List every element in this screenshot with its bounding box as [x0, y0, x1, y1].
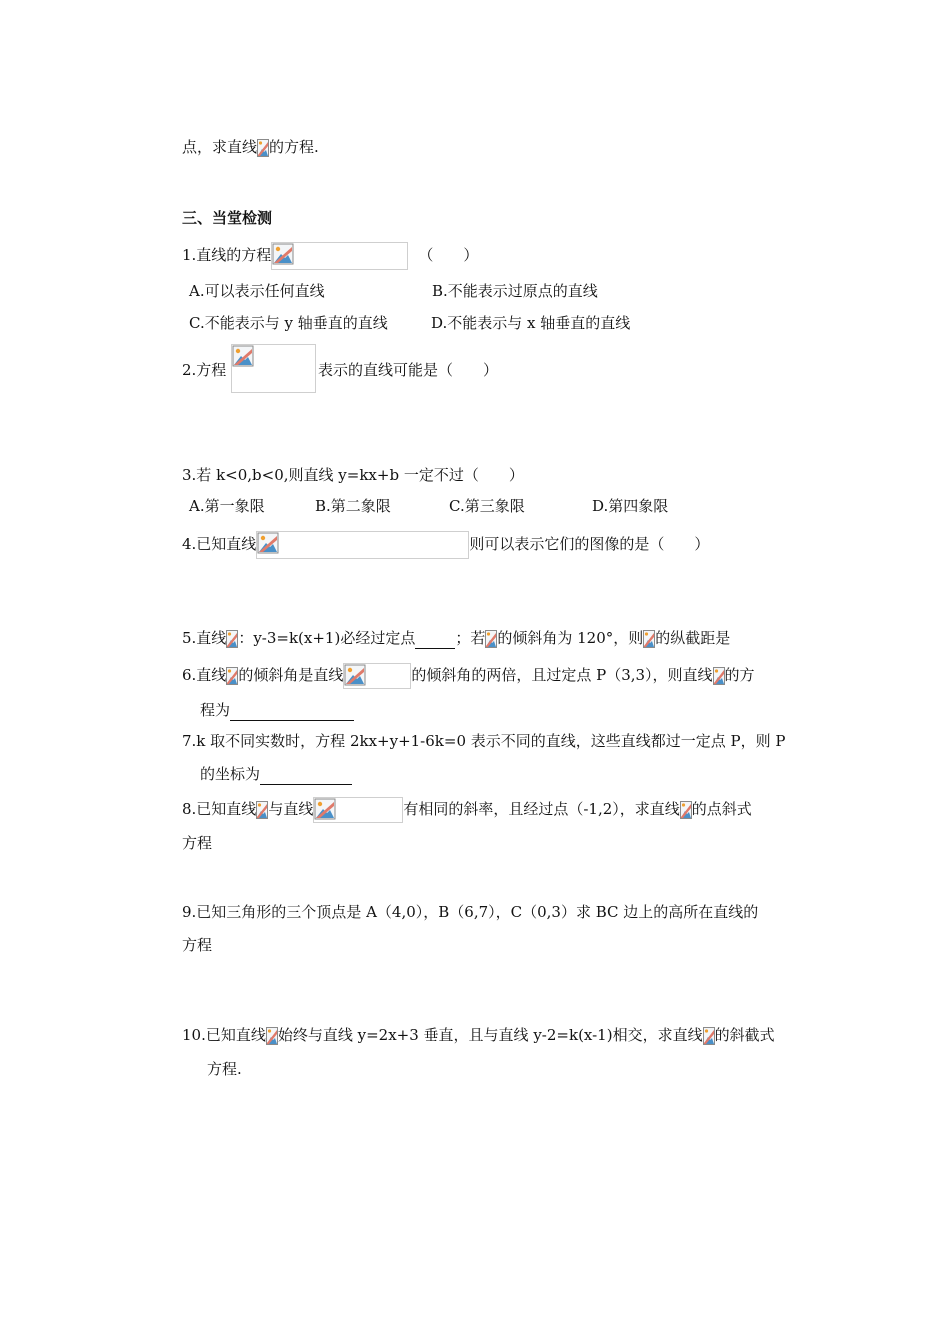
broken-image-icon	[313, 797, 403, 823]
answer-blank	[260, 768, 352, 785]
question-4: 4.已知直线 则可以表示它们的图像的是（ ）	[182, 531, 709, 559]
q1-option-c: C.不能表示与 y 轴垂直的直线	[189, 314, 388, 332]
broken-image-icon	[226, 667, 238, 685]
question-2-prefix: 2.方程	[182, 361, 227, 379]
broken-image-icon	[231, 344, 316, 393]
broken-image-icon	[266, 1027, 278, 1045]
question-6: 6.直线 的倾斜角是直线 的倾斜角的两倍，且过定点 P（3,3），则直线 的方	[182, 663, 755, 689]
question-7-cont: 的坐标为	[200, 763, 352, 785]
question-8-cont: 方程	[182, 834, 213, 852]
question-2-suffix: 表示的直线可能是（ ）	[318, 361, 499, 379]
question-8: 8.已知直线 与直线 有相同的斜率，且经过点（-1,2），求直线 的点斜式	[182, 797, 752, 823]
broken-image-icon	[343, 663, 411, 689]
broken-image-icon	[485, 630, 497, 648]
q1-option-d: D.不能表示与 x 轴垂直的直线	[431, 314, 631, 332]
broken-image-icon	[680, 801, 692, 819]
broken-image-icon	[643, 630, 655, 648]
question-3: 3.若 k<0,b<0,则直线 y=kx+b 一定不过（ ）	[182, 466, 524, 484]
q3-option-a: A.第一象限	[189, 497, 265, 515]
broken-image-icon	[257, 139, 269, 157]
q3-option-c: C.第三象限	[449, 497, 525, 515]
broken-image-icon	[713, 667, 725, 685]
intro-line: 点，求直线 的方程.	[182, 138, 319, 156]
q3-option-d: D.第四象限	[592, 497, 669, 515]
question-7: 7.k 取不同实数时，方程 2kx+y+1-6k=0 表示不同的直线，这些直线都过一定点 P，则 P	[182, 732, 786, 750]
broken-image-icon	[703, 1027, 715, 1045]
broken-image-icon	[271, 242, 408, 270]
q3-option-b: B.第二象限	[315, 497, 391, 515]
question-10: 10.已知直线 始终与直线 y=2x+3 垂直，且与直线 y-2=k(x-1)相交，求直线 的斜截式	[182, 1026, 775, 1044]
q1-option-a: A.可以表示任何直线	[189, 282, 325, 300]
section-title: 三、当堂检测	[182, 209, 273, 227]
question-9: 9.已知三角形的三个顶点是 A（4,0），B（6,7），C（0,3）求 BC 边上的高所在直线的	[182, 903, 759, 921]
broken-image-icon	[256, 801, 268, 819]
broken-image-icon	[256, 531, 469, 559]
question-6-cont: 程为	[200, 699, 354, 721]
answer-blank	[230, 704, 354, 721]
question-1: 1.直线的方程 （ ）	[182, 242, 478, 270]
q1-option-b: B.不能表示过原点的直线	[432, 282, 598, 300]
question-10-cont: 方程.	[207, 1060, 242, 1078]
question-9-cont: 方程	[182, 936, 213, 954]
broken-image-icon	[226, 630, 238, 648]
question-5: 5.直线 ：y-3=k(x+1)必经过定点 ；若 的倾斜角为 120°，则 的纵截距是	[182, 629, 731, 647]
answer-blank	[415, 632, 455, 649]
